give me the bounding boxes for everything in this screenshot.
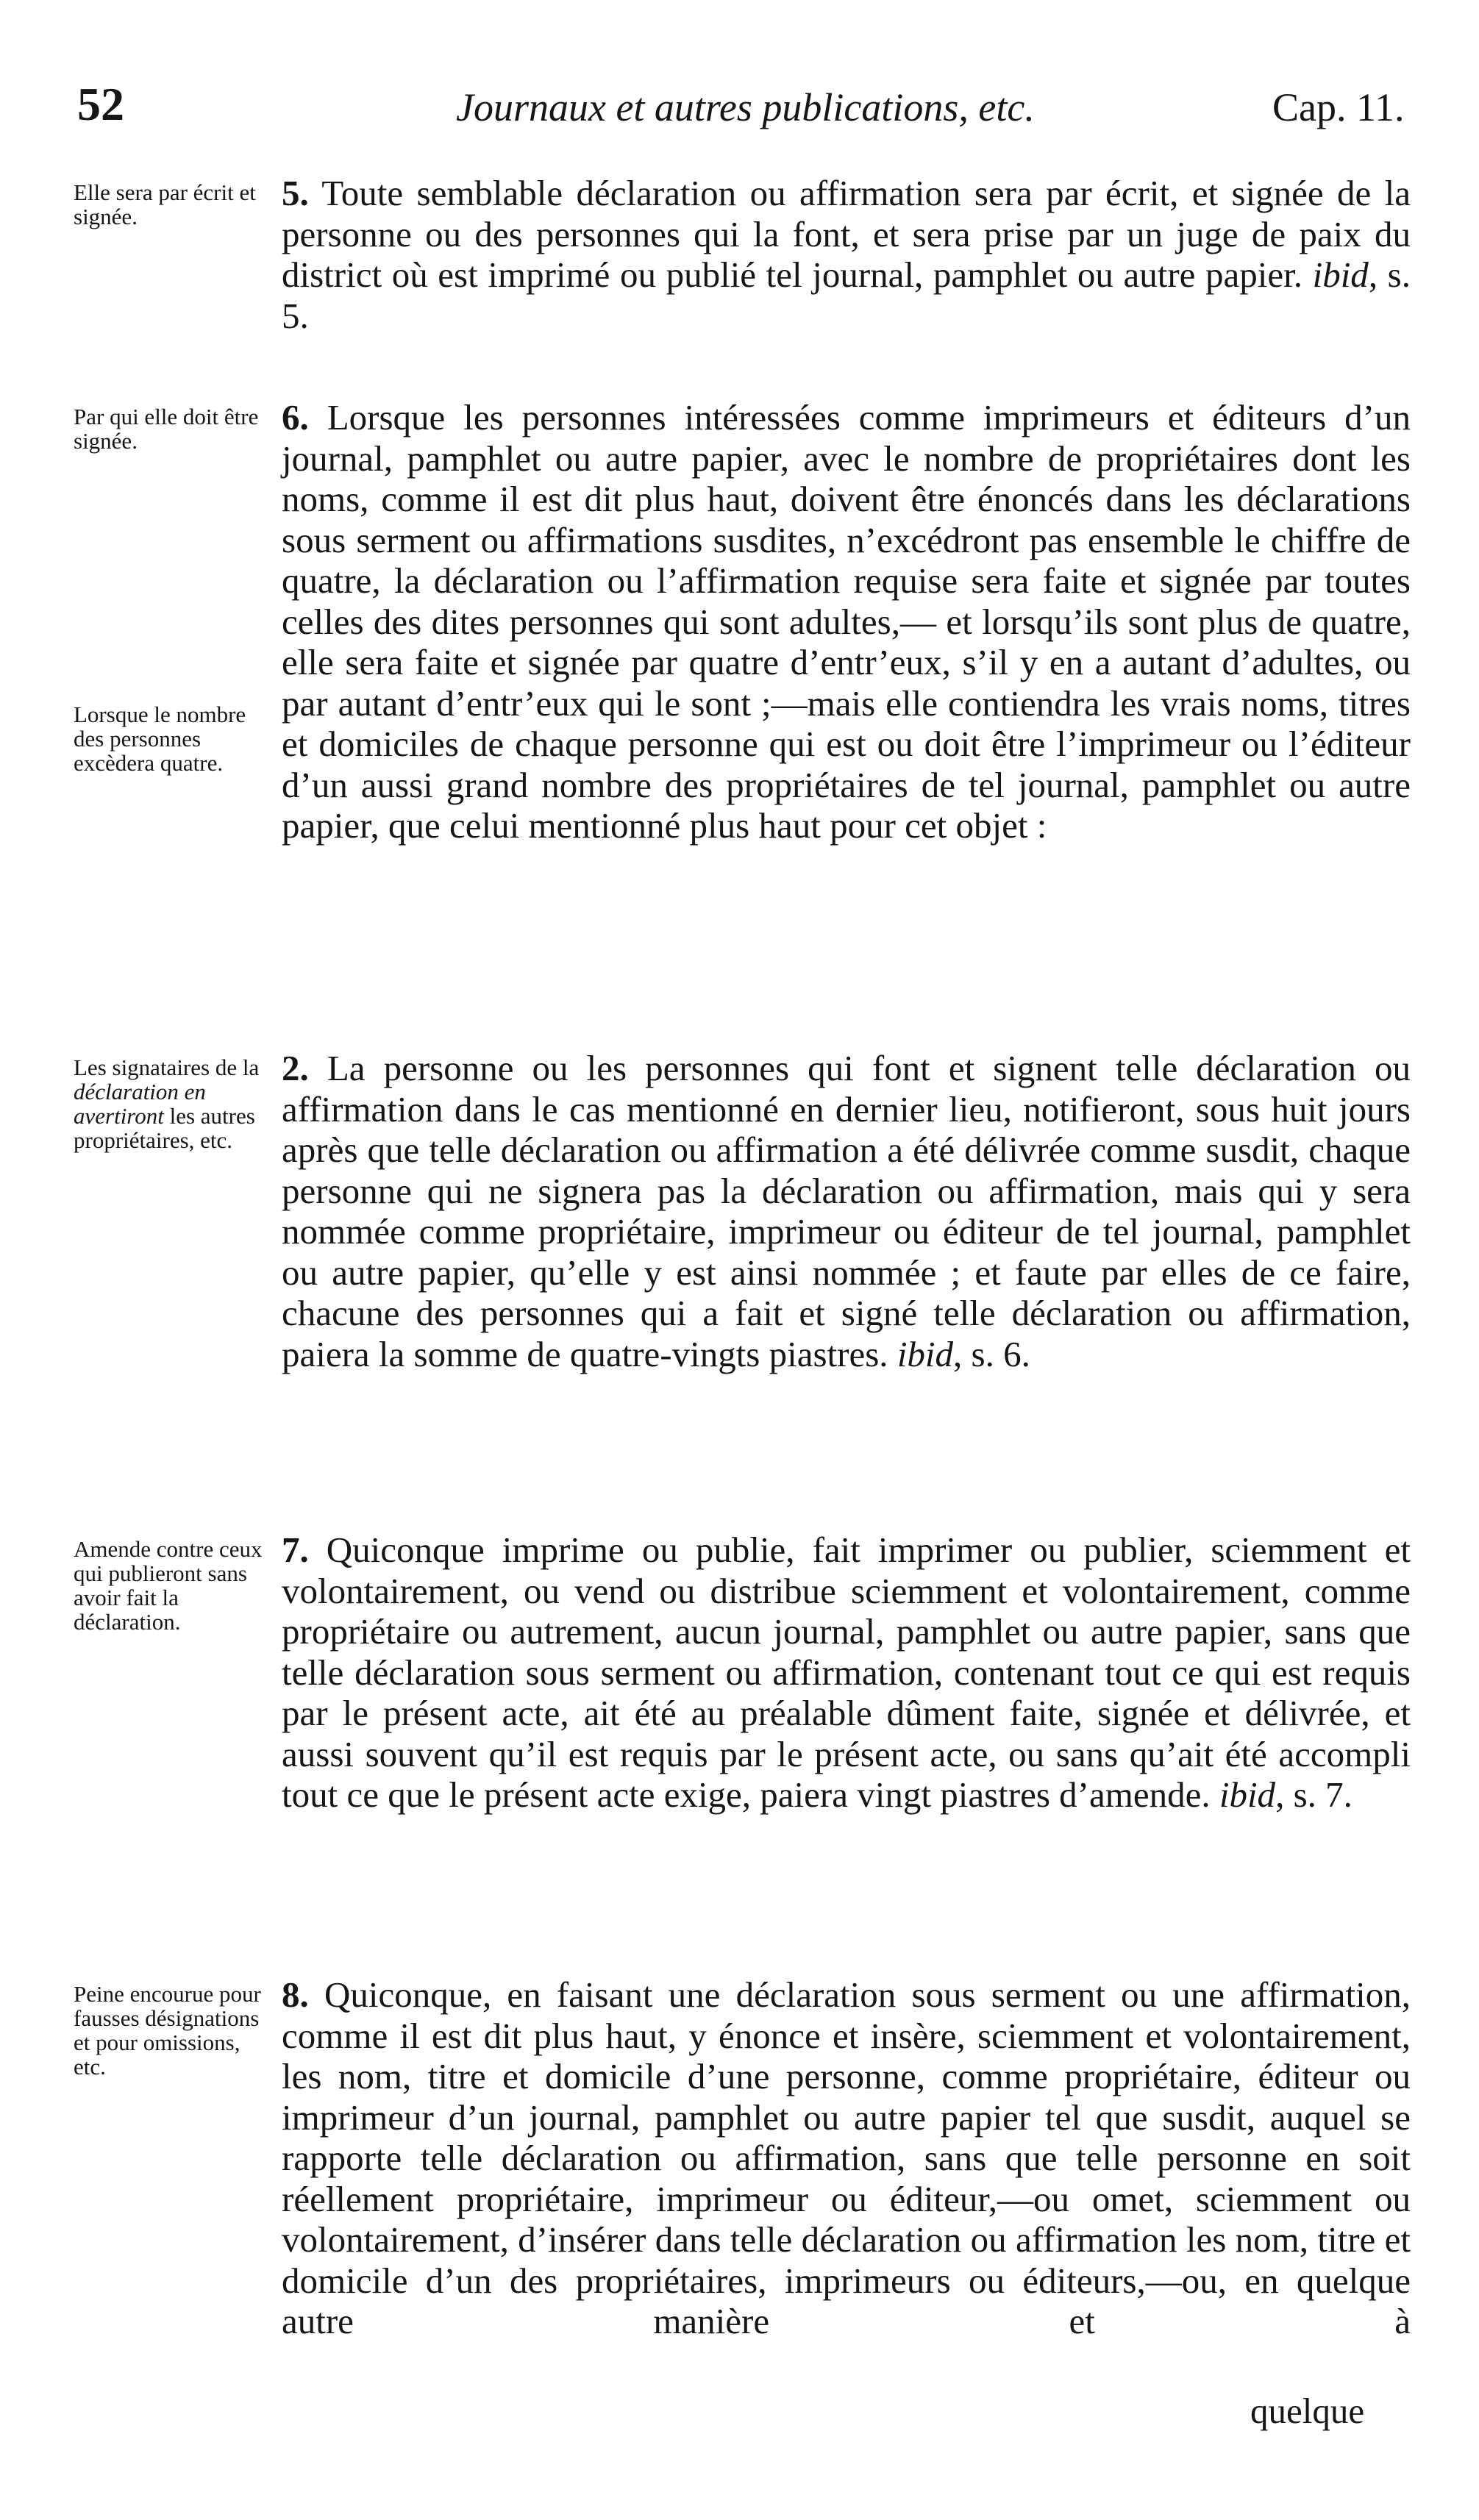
- section-text: Lorsque les personnes intéressées comme imprimeurs et éditeurs d’un journal, pamphlet ou autre papier, avec le nombre de propriétaires dont les noms, comme il est dit plus haut, doivent être énoncés dans les déclarations sous serment ou affirmations susdites, n’excédront pas ensemble le chiffre de quatre, la déclaration ou l’affirmation requise sera faite et signée par toutes celles des dites personnes qui sont adultes,— et lorsqu’ils sont plus de quatre, elle sera faite et signée par quatre d’entr’eux, s’il y en a autant d’adultes, ou par autant d’entr’eux qui le sont ;—mais elle contiendra les vrais noms, titres et domiciles de chaque personne qui est ou doit être l’imprimeur ou l’éditeur d’un aussi grand nombre des propriétaires de tel journal, pamphlet ou autre papier, que celui mentionné plus haut pour cet objet :: [282, 397, 1411, 846]
- running-title: Journaux et autres publications, etc.: [456, 85, 1035, 129]
- section-reference: , s. 7.: [1275, 1774, 1353, 1815]
- section-body: [282, 173, 1411, 336]
- margin-note-secondary: Lorsque le nombre des personnes excèdera quatre.: [74, 702, 246, 776]
- ibid-reference: ibid: [1312, 254, 1369, 295]
- margin-note-italic: déclaration en avertiront: [74, 1079, 206, 1129]
- section-body: [282, 1048, 1411, 1374]
- margin-note-part: les autres propriétaires, etc.: [74, 1103, 255, 1153]
- section-body: [282, 1974, 1411, 2342]
- section-text: Toute semblable déclaration ou affirmation sera par écrit, et signée de la personne ou des personnes qui la font, et sera prise par un juge de paix du district où est imprimé ou publié tel journal, pamphlet ou autre papier.: [282, 173, 1411, 295]
- ibid-reference: ibid: [1219, 1774, 1276, 1815]
- chapter-label: Cap. 11.: [1272, 85, 1405, 129]
- section-reference: , s. 5.: [282, 254, 1411, 336]
- section-text: Quiconque, en faisant une déclaration sous serment ou une affirmation, comme il est dit plus haut, y énonce et insère, sciemment et volontairement, les nom, titre et domicile d’une personne, comme propriétaire, éditeur ou imprimeur d’un journal, pamphlet ou autre papier tel que susdit, auquel se rapporte telle déclaration ou affirmation, sans que telle personne en soit réellement propriétaire, imprimeur ou éditeur,—ou omet, sciemment ou volontairement, d’insérer dans telle déclaration ou affirmation les nom, titre et domicile d’un des propriétaires, imprimeurs ou éditeurs,—ou, en quelque autre manière et à: [282, 1974, 1411, 2341]
- section-number: 8.: [282, 1974, 309, 2015]
- ibid-reference: ibid: [897, 1333, 954, 1374]
- section-body: [282, 397, 1411, 846]
- margin-note: Peine encourue pour fausses désignations et pour omissions, etc.: [74, 1981, 261, 2080]
- margin-note-part: Les signataires de la: [74, 1054, 260, 1080]
- page-number: 52: [77, 78, 124, 130]
- section-text: Quiconque imprime ou publie, fait imprimer ou publier, sciemment et volontairement, ou vend ou distribue sciemment et volontairement, comme propriétaire ou autrement, aucun journal, pamphlet ou autre papier, sans que telle déclaration sous serment ou affirmation, contenant tout ce qui est requis par le présent acte, ait été au préalable dûment faite, signée et délivrée, et aussi souvent qu’il est requis par le présent acte, ou sans qu’ait été accompli tout ce que le présent acte exige, paiera vingt piastres d’amende.: [282, 1530, 1411, 1815]
- section-number: 7.: [282, 1530, 309, 1570]
- catchword: quelque: [1250, 2391, 1365, 2431]
- section-number: 5.: [282, 173, 309, 213]
- page-header: [0, 77, 1479, 143]
- margin-note: Elle sera par écrit et signée.: [74, 179, 256, 229]
- section-number: 2.: [282, 1048, 309, 1088]
- section-text: La personne ou les personnes qui font et signent telle déclaration ou affirmation dans le cas mentionné en dernier lieu, notifieront, sous huit jours après que telle déclaration ou affirmation a été délivrée comme susdit, chaque personne qui ne signera pas la déclaration ou affirmation, mais qui y sera nommée comme propriétaire, imprimeur ou éditeur de tel journal, pamphlet ou autre papier, qu’elle y est ainsi nommée ; et faute par elles de ce faire, chacune des personnes qui a fait et signé telle déclaration ou affirmation, paiera la somme de quatre-vingts piastres.: [282, 1048, 1411, 1374]
- margin-note: [74, 1055, 276, 1152]
- margin-note: Par qui elle doit être signée.: [74, 404, 259, 454]
- section-number: 6.: [282, 397, 309, 438]
- margin-note: Amende contre ceux qui publieront sans avoir fait la déclaration.: [74, 1536, 263, 1635]
- section-reference: , s. 6.: [953, 1333, 1030, 1374]
- section-body: [282, 1530, 1411, 1816]
